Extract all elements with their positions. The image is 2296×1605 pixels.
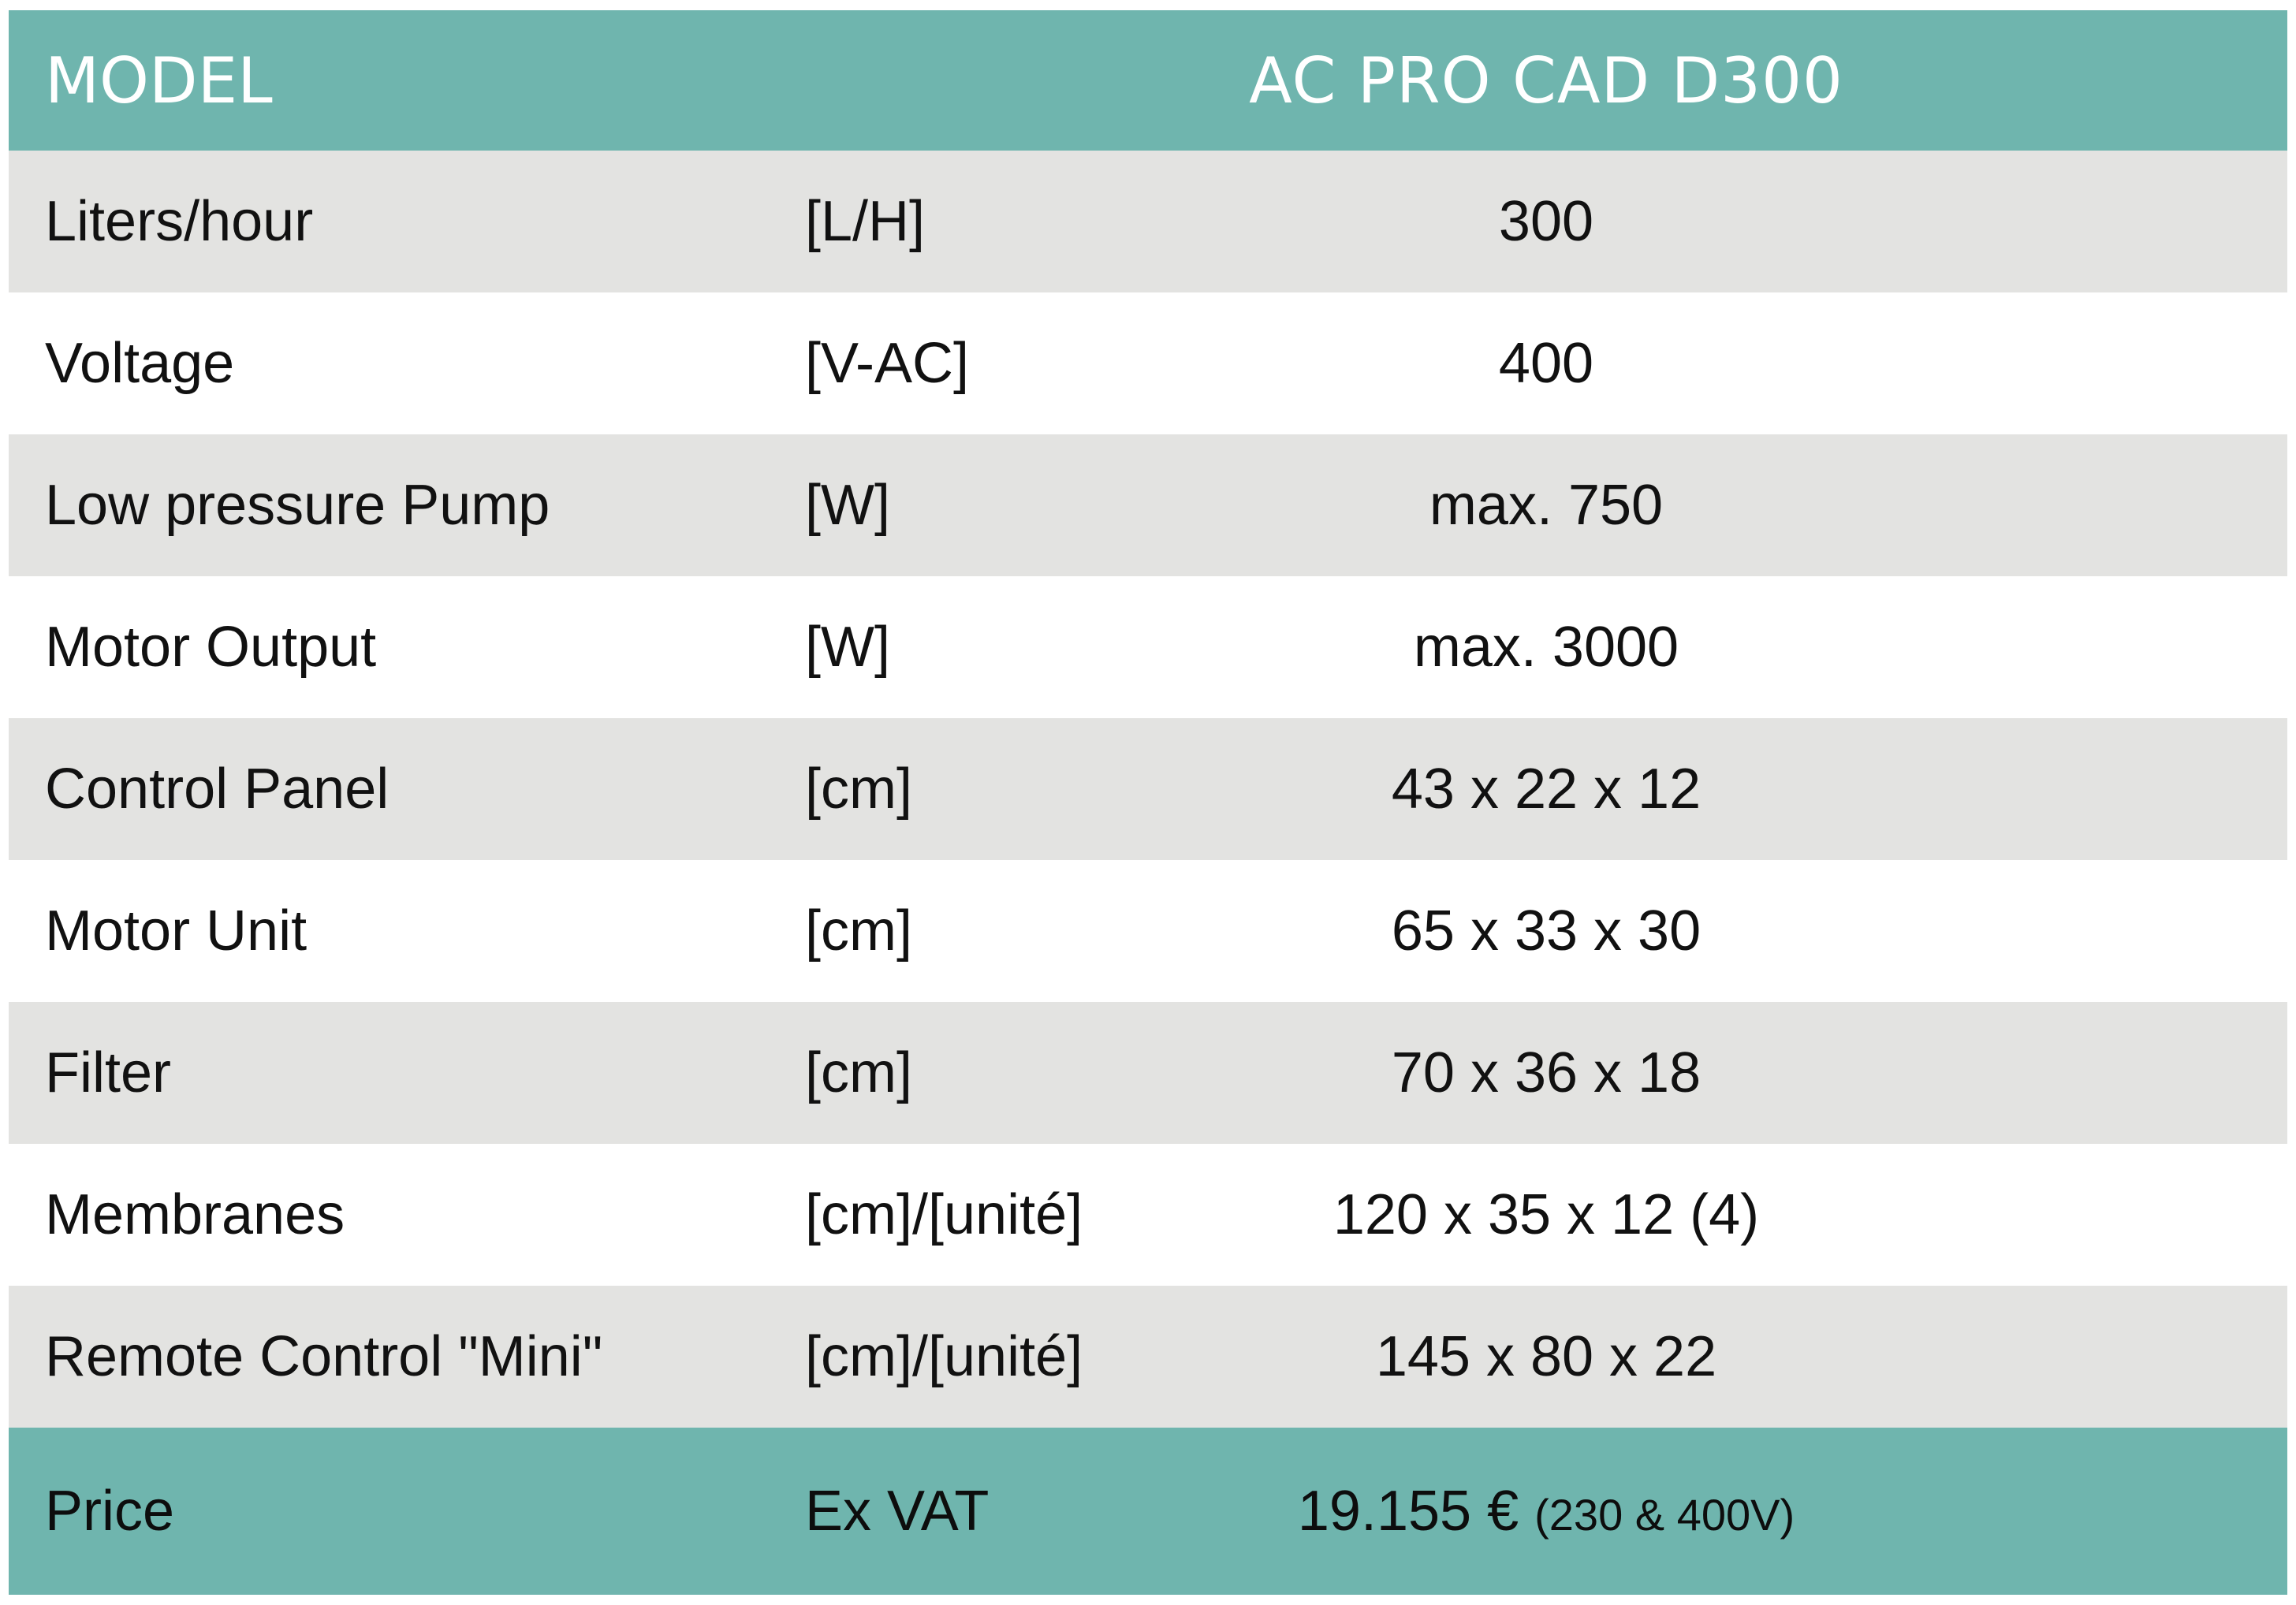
model-value: AC PRO CAD D300	[1249, 43, 1843, 117]
row-unit: [cm]/[unité]	[805, 1183, 1083, 1246]
price-row	[9, 1428, 2287, 1595]
row-value: 300	[1498, 190, 1594, 253]
row-label: Remote Control "Mini"	[45, 1325, 603, 1388]
row-unit: [cm]	[805, 1041, 912, 1104]
table-header	[9, 10, 2287, 151]
row-value: 145 x 80 x 22	[1375, 1325, 1717, 1388]
row-value: 400	[1498, 332, 1594, 395]
row-unit: [cm]	[805, 899, 912, 963]
table-row	[9, 860, 2287, 1002]
row-value: 65 x 33 x 30	[1391, 899, 1702, 963]
row-unit: [cm]	[805, 758, 912, 821]
row-unit: [cm]/[unité]	[805, 1325, 1083, 1388]
row-label: Voltage	[45, 332, 235, 395]
row-label: Liters/hour	[45, 190, 314, 253]
price-value: 19.155 €	[1297, 1480, 1519, 1543]
table-row	[9, 292, 2287, 434]
row-label: Membranes	[45, 1183, 345, 1246]
price-note: (230 & 400V)	[1534, 1490, 1795, 1540]
price-unit: Ex VAT	[805, 1480, 990, 1543]
table-row	[9, 718, 2287, 860]
model-label: MODEL	[45, 43, 273, 117]
row-label: Low pressure Pump	[45, 474, 550, 537]
table-row	[9, 1002, 2287, 1144]
row-value: 43 x 22 x 12	[1391, 758, 1702, 821]
row-unit: [L/H]	[805, 190, 926, 253]
table-row	[9, 576, 2287, 718]
row-unit: [W]	[805, 474, 890, 537]
row-unit: [W]	[805, 616, 890, 679]
row-value: 70 x 36 x 18	[1391, 1041, 1702, 1104]
row-label: Motor Output	[45, 616, 377, 679]
table-row	[9, 151, 2287, 292]
table-row	[9, 434, 2287, 576]
row-label: Filter	[45, 1041, 171, 1104]
row-label: Control Panel	[45, 758, 390, 821]
row-value: 120 x 35 x 12 (4)	[1332, 1183, 1760, 1246]
spec-table	[9, 10, 2287, 1595]
row-label: Motor Unit	[45, 899, 308, 963]
table-row	[9, 1286, 2287, 1428]
row-value: max. 3000	[1413, 616, 1679, 679]
price-label: Price	[45, 1480, 175, 1543]
price-value-cell	[1160, 1479, 2287, 1544]
row-value: max. 750	[1429, 474, 1664, 537]
row-unit: [V-AC]	[805, 332, 970, 395]
table-row	[9, 1144, 2287, 1286]
